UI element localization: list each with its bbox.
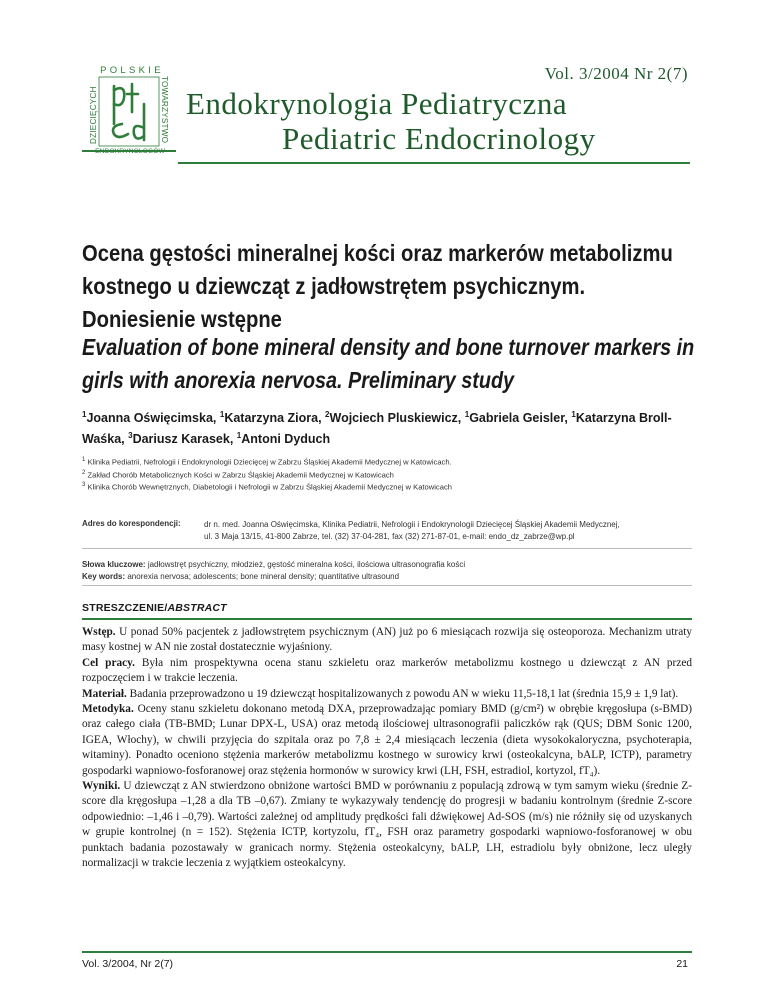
abstract-paragraph-label: Wstęp. — [82, 626, 116, 638]
abstract-paragraph-text: Była nim prospektywna ocena stanu szkieletu oraz markerów metabolizmu kostnego u dziewcząt z AN przed rozpoczęciem i w trakcie leczenia. — [82, 656, 692, 685]
affiliation — [82, 468, 692, 481]
affiliation-number: 3 — [82, 482, 86, 489]
abstract-body — [82, 625, 692, 872]
abstract-paragraph — [82, 625, 692, 656]
author-name: Joanna Oświęcimska — [86, 411, 213, 426]
correspondence-line: dr n. med. Joanna Oświęcimska, Klinika Pediatrii, Nefrologii i Endokrynologii Dziecięcej Śląskiej Akademii Medycznej, — [204, 520, 620, 529]
affiliation-number: 1 — [82, 457, 86, 463]
affiliation — [82, 480, 692, 493]
author-affiliation-number: 3 — [128, 431, 133, 441]
affiliation-text: Klinika Chorób Wewnętrznych, Diabetologii i Nefrologii w Zabrzu Śląskiej Akademii Medycznej w Katowicach — [85, 482, 452, 492]
journal-title-en: Pediatric Endocrinology — [282, 121, 596, 156]
pted-logo-icon — [88, 64, 170, 154]
header-rule-left — [82, 150, 176, 152]
page-number: 21 — [676, 958, 688, 970]
author-affiliation-number: 1 — [219, 410, 225, 419]
author — [325, 411, 458, 425]
volume-label: Vol. 3/2004 Nr 2(7) — [544, 64, 688, 83]
abstract-paragraph-text: U dziewcząt z AN stwierdzono obniżone wartości BMD w porównaniu z populacją zdrową w tym samym wieku (średnie Z-score dla kręgosłupa –1,28 a dla TB –0,67). Zmiany te wykazywały tendencję do progresji w badaniu kontrolnym (średnie Z-score odpowiednio: –1,46 i –0,79). Wartości zależnej od amplitudy prędkości fali dźwiękowej Ad-SOS (m/s) nie różniły się od uzyskanych w grupie kontrolnej (n = 152). Stężenia ICTP, kortyzolu, fT₄, FSH oraz parametry gospodarki wapniowo-fosforanowej w obu punktach badania pozostawały w granicach normy. Stężenia osteokalcyny, bALP, LH, estradiolu były obniżone, lecz uległy normalizacji w trakcie leczenia z wyjątkiem osteokalcyny. — [82, 780, 692, 870]
abstract-paragraph-text: Badania przeprowadzono u 19 dziewcząt hospitalizowanych z powodu AN w wieku 11,5-18,1 lat (średnia 15,9 ± 1,9 lat). — [126, 687, 679, 700]
correspondence-line: ul. 3 Maja 13/15, 41-800 Zabrze, tel. (32) 37-04-281, fax (32) 271-87-01, e-mail: endo_dz_zabrze@wp.pl — [204, 532, 575, 541]
abstract-paragraph-label: Wyniki. — [82, 780, 121, 793]
author-affiliation-number: 1 — [571, 410, 576, 419]
keywords-en-label: Key words: — [82, 572, 126, 581]
author — [82, 411, 213, 425]
author-name: Dariusz Karasek — [132, 432, 230, 447]
keywords-block — [82, 559, 692, 583]
journal-logo — [88, 64, 170, 154]
header-rule — [178, 162, 690, 164]
article-title-pl: Ocena gęstości mineralnej kości oraz markerów metabolizmu kostnego u dziewcząt z jadłowstrętem psychicznym. Doniesienie wstępne — [82, 240, 673, 332]
article-title-en: Evaluation of bone mineral density and bone turnover markers in girls with anorexia nervosa. Preliminary study — [82, 334, 695, 393]
author — [220, 411, 318, 425]
author — [128, 432, 230, 446]
abstract-paragraph — [82, 779, 692, 871]
affiliation-text: Zakład Chorób Metabolicznych Kości w Zabrzu Śląskiej Akademii Medycznej w Katowicach — [85, 470, 394, 480]
abstract-paragraph-label: Cel pracy. — [82, 656, 135, 669]
footer-rule — [82, 951, 692, 953]
logo-right-text: TOWARZYSTWO — [160, 76, 169, 144]
divider — [82, 548, 692, 549]
author-affiliation-number: 1 — [464, 410, 470, 419]
divider — [82, 585, 692, 586]
author-list: $^1$Joanna Oświęcimska, $^1$Katarzyna Ziora, $^2$Wojciech Pluskiewicz, $^1$Gabriela Geisler, $^1$Katarzyna Broll-Waśka, $^3$Dariusz Karasek, $^1$Antoni Dyduch — [82, 410, 672, 447]
abstract-paragraph-text: U ponad 50% pacjentek z jadłowstrętem psychicznym (AN) już po 6 miesiącach rozwija się osteoporoza. Mechanizm utraty masy kostnej w AN nie został dostatecznie wyjaśniony. — [82, 626, 692, 654]
correspondence-address — [204, 519, 684, 543]
abstract-paragraph — [82, 687, 692, 702]
abstract-paragraph-label: Metodyka. — [82, 703, 134, 716]
author-affiliation-number: 1 — [82, 410, 87, 419]
affiliation-text: Klinika Pediatrii, Nefrologii i Endokrynologii Dziecięcej w Zabrzu Śląskiej Akademii Medycznej w Katowicach. — [85, 457, 452, 467]
author-name: Katarzyna Ziora — [224, 411, 319, 426]
author-affiliation-number: 2 — [325, 410, 330, 419]
author-name: Gabriela Geisler — [469, 411, 565, 426]
section-heading-en: ABSTRACT — [167, 602, 227, 614]
logo-monogram — [113, 84, 144, 140]
affiliation — [82, 455, 692, 468]
keywords-pl: jadłowstręt psychiczny, młodzież, gęstość mineralna kości, ilościowa ultrasonografia kości — [147, 560, 466, 569]
journal-title-pl: Endokrynologia Pediatryczna — [186, 86, 568, 121]
logo-top-text: POLSKIE — [100, 65, 164, 76]
author-name: Wojciech Pluskiewicz — [329, 411, 458, 426]
affiliation-number: 2 — [82, 469, 86, 476]
section-heading-pl: STRESZCZENIE/ — [82, 602, 168, 614]
footer-issue: Vol. 3/2004, Nr 2(7) — [82, 958, 174, 970]
author-name: Katarzyna Broll-Waśka — [82, 411, 672, 447]
keywords-en: anorexia nervosa; adolescents; bone mineral density; quantitative ultrasound — [127, 572, 400, 581]
author — [465, 411, 565, 425]
logo-left-text: DZIECIĘCYCH — [89, 86, 98, 144]
correspondence-label: Adres do korespondencji: — [82, 519, 181, 528]
author-affiliation-number: 1 — [236, 431, 242, 441]
abstract-paragraph-text: Oceny stanu szkieletu dokonano metodą DXA, przeprowadzając pomiary BMD (g/cm²) w obrębie kręgosłupa (s-BMD) oraz całego ciała (TB-BMD; Lunar DPX-L, USA) oraz metodą ilościowej ultrasonografii paliczków rąk (QUS; DBM Sonic 1200, IGEA, Włochy), w chwili przyjęcia do szpitala oraz po 7,8 ± 2,4 miesiącach leczenia (dieta wysokokaloryczna, psychoterapia, witaminy). Ponadto oceniono stężenia markerów metabolizmu kostnego w surowicy krwi (osteokalcyna, bALP, ICTP), parametry gospodarki wapniowo-fosforanowej oraz stężenia hormonów w surowicy krwi (LH, FSH, estradiol, kortyzol, fT₄). — [82, 703, 692, 777]
abstract-paragraph — [82, 702, 692, 779]
section-heading — [82, 602, 227, 614]
abstract-paragraph — [82, 656, 692, 687]
author — [237, 432, 330, 446]
keywords-pl-label: Słowa kluczowe: — [82, 560, 146, 569]
affiliation-list — [82, 455, 692, 493]
author-name: Antoni Dyduch — [241, 432, 331, 447]
abstract-paragraph-label: Materiał. — [82, 687, 127, 700]
section-rule — [82, 618, 692, 620]
